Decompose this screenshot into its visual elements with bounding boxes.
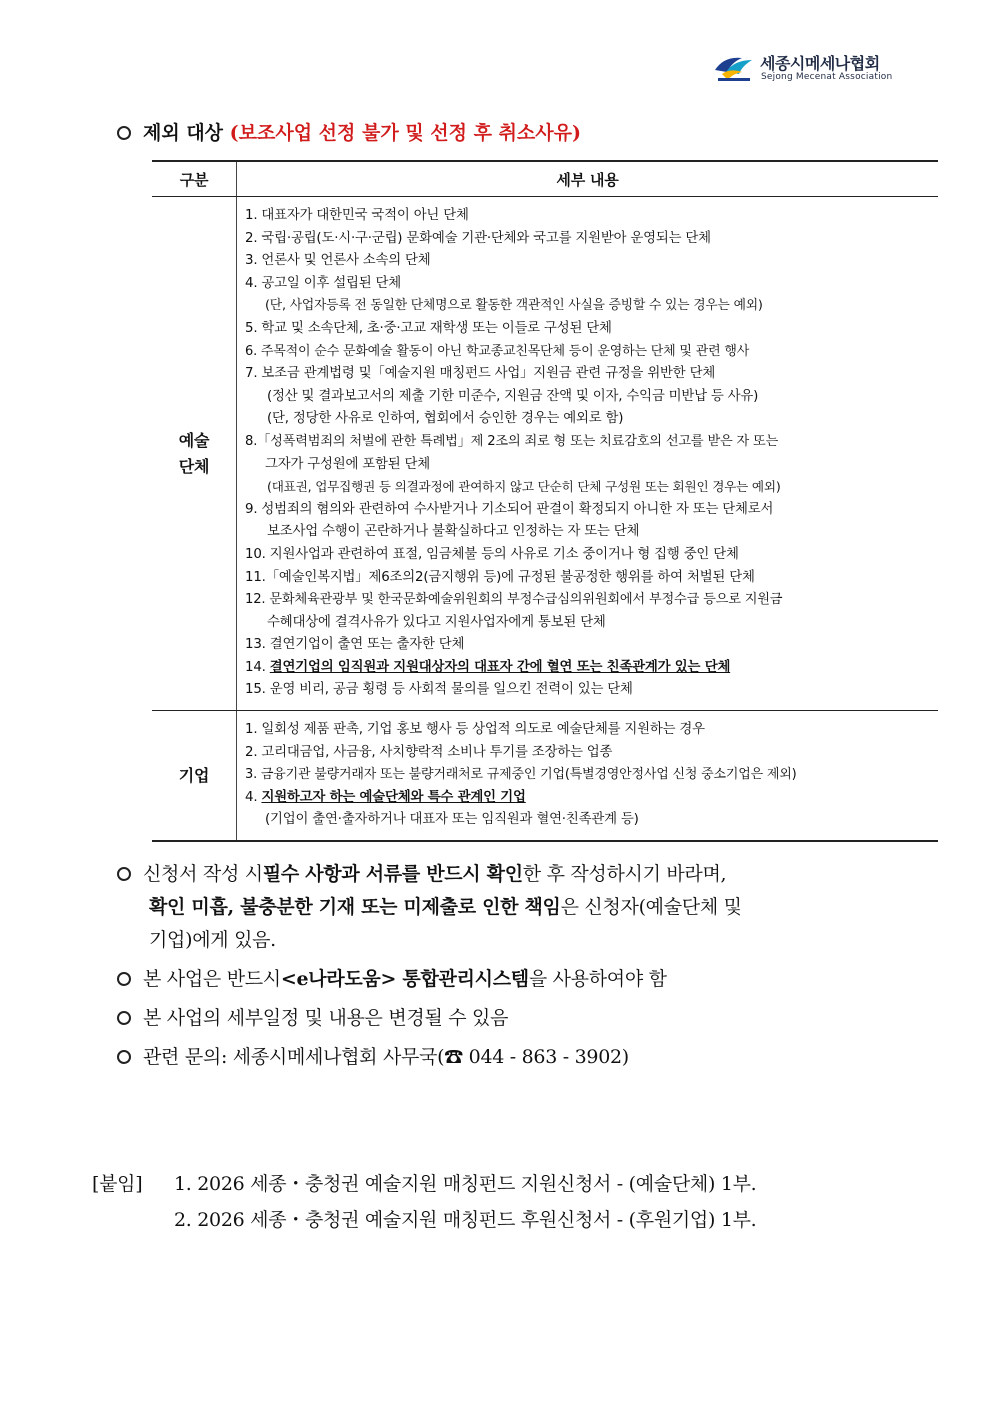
association-logo (712, 50, 912, 86)
list-item: 2. 국립·공립(도·시·구·군립) 문화예술 기관·단체와 국고를 지원받아 운영되는 단체 (245, 230, 711, 246)
header-detail: 세부 내용 (237, 161, 939, 197)
attachment-item: 1. 2026 세종・충청권 예술지원 매칭펀드 지원신청서 - (예술단체) 1부. (174, 1173, 757, 1195)
list-item: 6. 주목적이 순수 문화예술 활동이 아닌 학교종교친목단체 등이 운영하는 단체 및 관련 행사 (245, 343, 750, 359)
exclusion-table (152, 160, 938, 842)
category-company: 기업 (152, 711, 237, 841)
list-item: 4. 공고일 이후 설립된 단체 (245, 275, 401, 291)
attachment-item: 2. 2026 세종・충청권 예술지원 매칭펀드 후원신청서 - (후원기업) 1부. (174, 1209, 757, 1231)
category-art-groups: 예술 단체 (152, 197, 237, 711)
list-item: 2. 고리대금업, 사금융, 사치향락적 소비나 투기를 조장하는 업종 (245, 744, 613, 760)
list-item: 11.「예술인복지법」제6조의2(금지행위 등)에 규정된 불공정한 행위를 하여 처벌된 단체 (245, 569, 755, 585)
list-item-note: (기업이 출연·출자하거나 대표자 또는 임직원과 혈연·친족관계 등) (265, 812, 639, 828)
mecenat-logo-icon (712, 50, 758, 86)
list-item: 3. 언론사 및 언론사 소속의 단체 (245, 253, 431, 269)
list-item-note: (단, 정당한 사유로 인하여, 협회에서 승인한 경우는 예외로 함) (267, 411, 624, 427)
circle-bullet-icon (117, 867, 131, 881)
list-item-note: (단, 사업자등록 전 동일한 단체명으로 활동한 객관적인 사실을 증빙할 수 있는 경우는 예외) (265, 298, 763, 314)
notes-section (117, 858, 907, 1080)
list-item-highlight: 14. 결연기업의 임직원과 지원대상자의 대표자 간에 혈연 또는 친족관계가 있는 단체 (245, 659, 731, 675)
list-item: 1. 대표자가 대한민국 국적이 아닌 단체 (245, 208, 469, 223)
list-item: 15. 운영 비리, 공금 횡령 등 사회적 물의를 일으킨 전력이 있는 단체 (245, 682, 633, 698)
circle-bullet-icon (117, 972, 131, 986)
list-item: 8.「성폭력범죄의 처벌에 관한 특례법」제 2조의 죄로 형 또는 치료감호의 선고를 받은 자 또는 (245, 433, 779, 449)
logo-korean-name: 세종시메세나협회 (760, 54, 880, 73)
attachments (92, 1166, 756, 1238)
note-required-documents: 신청서 작성 시 필수 사항과 서류를 반드시 확인 한 후 작성하시기 바라며, 확인 미흡, 불충분한 기재 또는 미제출로 인한 책임은 신청자(예술단체 및 기업)에게 있음. (117, 858, 907, 957)
list-item: 7. 보조금 관계법령 및「예술지원 매칭펀드 사업」지원금 관련 규정을 위반한 단체 (245, 366, 716, 382)
circle-bullet-icon (117, 1011, 131, 1025)
table-header-row (152, 161, 938, 197)
list-item-continued: 수혜대상에 결격사유가 있다고 지원사업자에게 통보된 단체 (267, 614, 606, 630)
list-item: 13. 결연기업이 출연 또는 출자한 단체 (245, 637, 465, 653)
table-row-art-groups (152, 197, 938, 711)
list-item-note: (정산 및 결과보고서의 제출 기한 미준수, 지원금 잔액 및 이자, 수익금 미반납 등 사유) (267, 388, 759, 404)
company-list (237, 711, 939, 841)
list-item-highlight: 4. 지원하고자 하는 예술단체와 특수 관계인 기업 (245, 789, 526, 805)
list-item-continued: 보조사업 수행이 곤란하거나 불확실하다고 인정하는 자 또는 단체 (267, 524, 640, 540)
list-item: 3. 금융기관 불량거래자 또는 불량거래처로 규제중인 기업(특별경영안정사업 신청 중소기업은 제외) (245, 767, 797, 783)
table-row-company (152, 711, 938, 841)
list-item: 5. 학교 및 소속단체, 초·중·고교 재학생 또는 이들로 구성된 단체 (245, 320, 612, 336)
circle-bullet-icon (117, 126, 131, 140)
note-contact: 관련 문의: 세종시메세나협회 사무국(☎ 044 - 863 - 3902) (117, 1041, 907, 1074)
list-item-note: (대표권, 업무집행권 등 의결과정에 관여하지 않고 단순히 단체 구성원 또는 회원인 경우는 예외) (267, 479, 781, 495)
list-item: 9. 성범죄의 혐의와 관련하여 수사받거나 기소되어 판결이 확정되지 아니한 자 또는 단체로서 (245, 501, 774, 517)
list-item: 1. 일회성 제품 판촉, 기업 홍보 행사 등 상업적 의도로 예술단체를 지원하는 경우 (245, 722, 705, 738)
header-category: 구분 (152, 161, 237, 197)
note-schedule-change: 본 사업의 세부일정 및 내용은 변경될 수 있음 (117, 1002, 907, 1035)
list-item: 10. 지원사업과 관련하여 표절, 임금체불 등의 사유로 기소 중이거나 형 집행 중인 단체 (245, 546, 739, 562)
circle-bullet-icon (117, 1050, 131, 1064)
exclusion-title-note: (보조사업 선정 불가 및 선정 후 취소사유) (229, 122, 581, 144)
list-item: 12. 문화체육관광부 및 한국문화예술위원회의 부정수급심의위원회에서 부정수급 등으로 지원금 (245, 592, 783, 608)
art-groups-list (237, 197, 939, 711)
exclusion-title: 제외 대상 (보조사업 선정 불가 및 선정 후 취소사유) (117, 118, 581, 145)
logo-english-name: Sejong Mecenat Association (761, 72, 893, 82)
note-system: 본 사업은 반드시 <e나라도움> 통합관리시스템 을 사용하여야 함 (117, 963, 907, 996)
attachments-label: [붙임] (92, 1173, 143, 1195)
list-item-continued: 그자가 구성원에 포함된 단체 (265, 456, 430, 472)
